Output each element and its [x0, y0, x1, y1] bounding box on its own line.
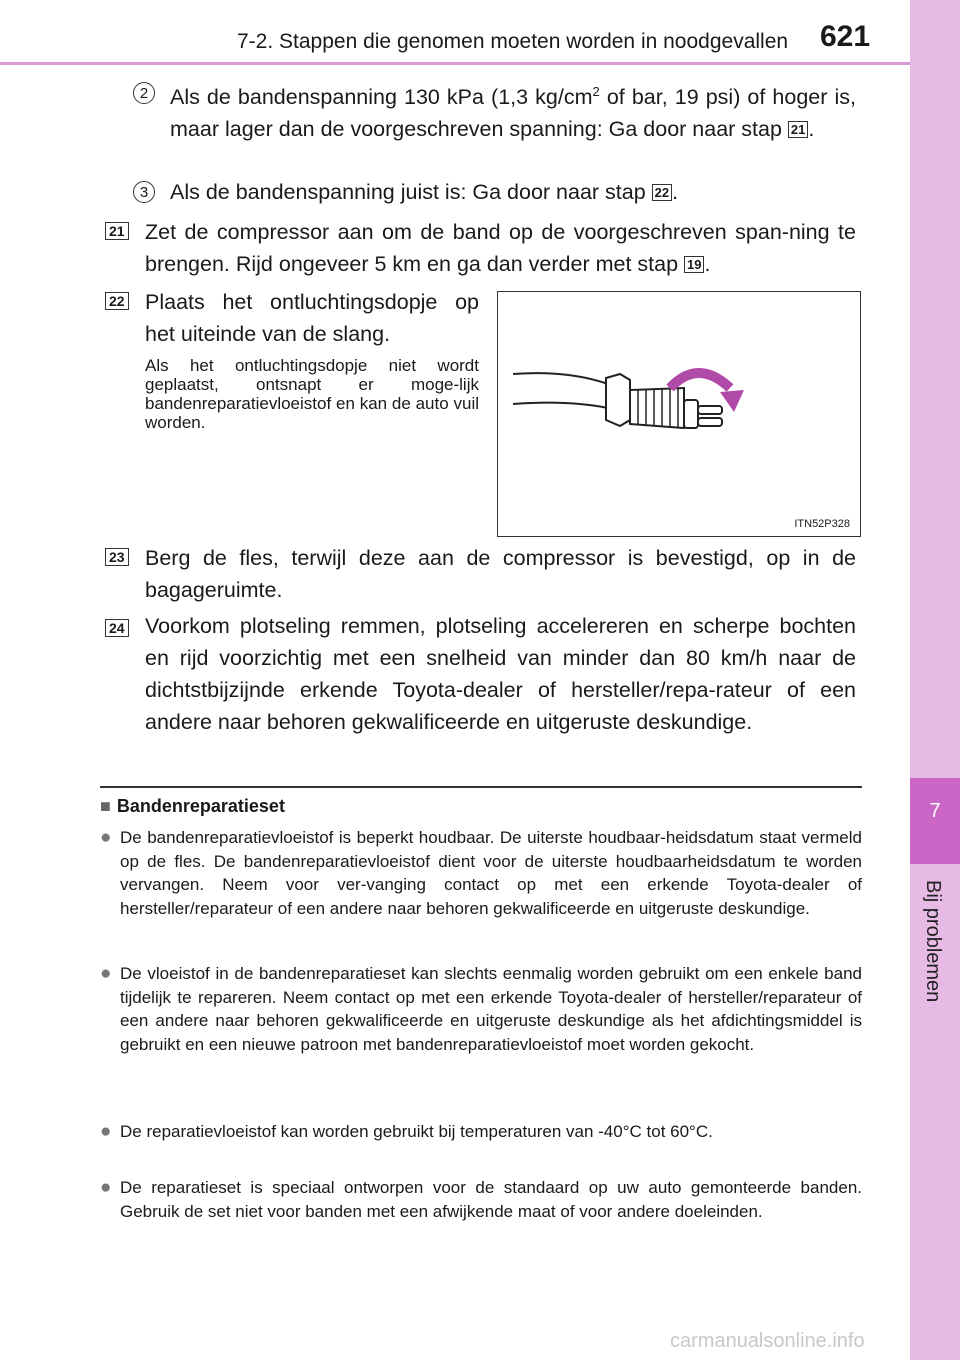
chapter-name: Bij problemen: [922, 880, 944, 1003]
page-number: 621: [820, 20, 871, 53]
section-divider: [100, 786, 862, 788]
circle-bullet-icon: ●: [100, 1177, 112, 1198]
hose-cap-illustration: [498, 292, 860, 536]
period: .: [704, 252, 711, 276]
step-number: 23: [105, 548, 129, 566]
superscript: 2: [592, 84, 600, 99]
substep-text-b: of bar, 19 psi) of hoger is, maar lager dan de voorgeschreven spanning: Ga door naar stap: [170, 85, 856, 142]
bullet-text: De reparatieset is speciaal ontworpen voor de standaard op uw auto gemonteerde banden. Gebruik de set niet voor banden met een afwijkende maat of voor andere doeleinden.: [120, 1178, 862, 1221]
section-title-text: Bandenreparatieset: [116, 796, 285, 816]
chapter-side-tab: [910, 0, 960, 1360]
circle-bullet-icon: ●: [100, 1121, 112, 1142]
step-text: Berg de fles, terwijl deze aan de compressor is bevestigd, op in de bagageruimte.: [145, 546, 856, 602]
step-reference: 19: [684, 256, 704, 273]
step-text: Voorkom plotseling remmen, plotseling accelereren en scherpe bochten en rijd voorzichtig met een snelheid van minder dan 80 km/h naar de dichtstbijzijnde erkende Toyota-dealer of hersteller/repa-rateur of een andere naar behoren gekwalificeerde en uitgeruste deskundige.: [145, 614, 856, 734]
substep-text-a: Als de bandenspanning juist is: Ga door naar stap: [170, 180, 652, 204]
chapter-number: 7: [929, 800, 941, 822]
bullet-item: [100, 1120, 862, 1144]
figure-code: ITN52P328: [794, 518, 850, 530]
header-rule: [0, 62, 910, 65]
period: .: [672, 180, 679, 204]
step-reference: 21: [788, 121, 808, 138]
bullet-item: [100, 826, 862, 920]
step-note: Als het ontluchtingsdopje niet wordt geplaatst, ontsnapt er moge-lijk bandenreparatievloeistof en kan de auto vuil worden.: [145, 356, 479, 432]
bullet-text: De reparatievloeistof kan worden gebruikt bij temperaturen van -40°C tot 60°C.: [120, 1122, 713, 1141]
circle-bullet-icon: ●: [100, 827, 112, 848]
substep-marker: 2: [133, 82, 155, 104]
watermark: carmanualsonline.info: [670, 1330, 865, 1352]
period: .: [808, 117, 815, 142]
substep-text: [170, 76, 856, 145]
section-title: 7-2. Stappen die genomen moeten worden in noodgevallen: [237, 30, 789, 53]
step-text-body: Zet de compressor aan om de band op de voorgeschreven span-ning te brengen. Rijd ongeveer 5 km en ga dan verder met stap: [145, 220, 856, 276]
step-number: 24: [105, 619, 129, 637]
circle-bullet-icon: ●: [100, 963, 112, 984]
page-header: [0, 0, 910, 62]
bullet-text: De vloeistof in de bandenreparatieset kan slechts eenmalig worden gebruikt om een enkele band tijdelijk te repareren. Neem contact op met een erkende Toyota-dealer of hersteller/reparateur of een andere naar behoren gekwalificeerde en uitgeruste deskundige als het afdichtingsmiddel is gebruikt en een nieuwe patroon met bandenreparatievloeistof moet worden gekocht.: [120, 964, 862, 1054]
step-text: Plaats het ontluchtingsdopje op het uiteinde van de slang.: [145, 290, 479, 346]
substep-text: [170, 176, 856, 208]
bullet-item: [100, 962, 862, 1056]
substep-text-a: Als de bandenspanning 130 kPa (1,3 kg/cm: [170, 85, 593, 110]
step-number: 21: [105, 222, 129, 240]
hose-cap-figure: [497, 291, 861, 537]
square-bullet-icon: ■: [100, 796, 111, 816]
step-reference: 22: [652, 184, 672, 201]
bullet-text: De bandenreparatievloeistof is beperkt houdbaar. De uiterste houdbaar-heidsdatum staat vermeld op de fles. De bandenreparatievloeistof dient voor de uiterste houdbaarheidsdatum te worden vervangen. Neem voor ver-vanging contact op met een erkende Toyota-dealer of hersteller/reparateur of een andere naar behoren gekwalificeerde en uitgeruste deskundige.: [120, 828, 862, 918]
substep-marker: 3: [133, 181, 155, 203]
section-heading: [100, 796, 285, 817]
bullet-item: [100, 1176, 862, 1223]
step-text: [145, 216, 856, 280]
step-number: 22: [105, 292, 129, 310]
